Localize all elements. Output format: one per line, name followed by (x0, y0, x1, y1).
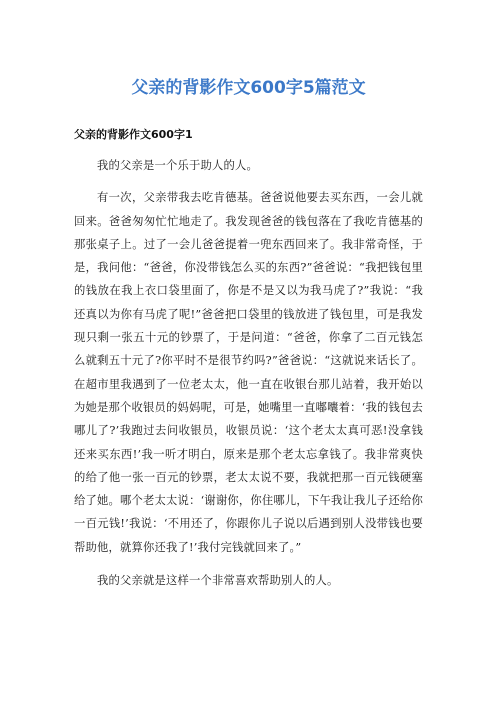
document-title: 父亲的背影作文600字5篇范文 (131, 78, 366, 98)
paragraph-story: 有一次，父亲带我去吃肯德基。爸爸说他要去买东西，一会儿就回来。爸爸匆匆忙忙地走了。我发现爸爸的钱包落在了我吃肯德基的那张桌子上。过了一会儿爸爸提着一兜东西回来了。我非常奇怪，于是，我问他：“爸爸，你没带钱怎么买的东西?”爸爸说：“我把钱包里的钱放在我上衣口袋里面了，你是不是又以为我马虎了?”我说：“我还真以为你有马虎了呢!”爸爸把口袋里的钱放进了钱包里，可是我发现只剩一张五十元的钞票了，于是问道：“爸爸，你拿了二百元钱怎么就剩五十元了?你平时不是很节约吗?”爸爸说：“这就说来话长了。在超市里我遇到了一位老太太，他一直在收银台那儿站着，我开始以为她是那个收银员的妈妈呢，可是，她嘴里一直嘟囔着：‘我的钱包去哪儿了?’我跑过去问收银员，收银员说：‘这个老太太真可恶!没拿钱还来买东西!’我一听才明白，原来是那个老太忘拿钱了。我非常爽快的给了他一张一百元的钞票，老太太说不要，我就把那一百元钱硬塞给了她。哪个老太太说：‘谢谢你，你住哪儿，下午我让我儿子还给你一百元钱!’我说：‘不用还了，你跟你儿子说以后遇到别人没带钱也要帮助他，就算你还我了!’我付完钱就回来了。” (74, 191, 423, 554)
paragraph-intro: 我的父亲是一个乐于助人的人。 (97, 159, 258, 172)
paragraph-conclusion: 我的父亲就是这样一个非常喜欢帮助别人的人。 (97, 574, 339, 588)
section-heading: 父亲的背影作文600字1 (74, 128, 193, 141)
